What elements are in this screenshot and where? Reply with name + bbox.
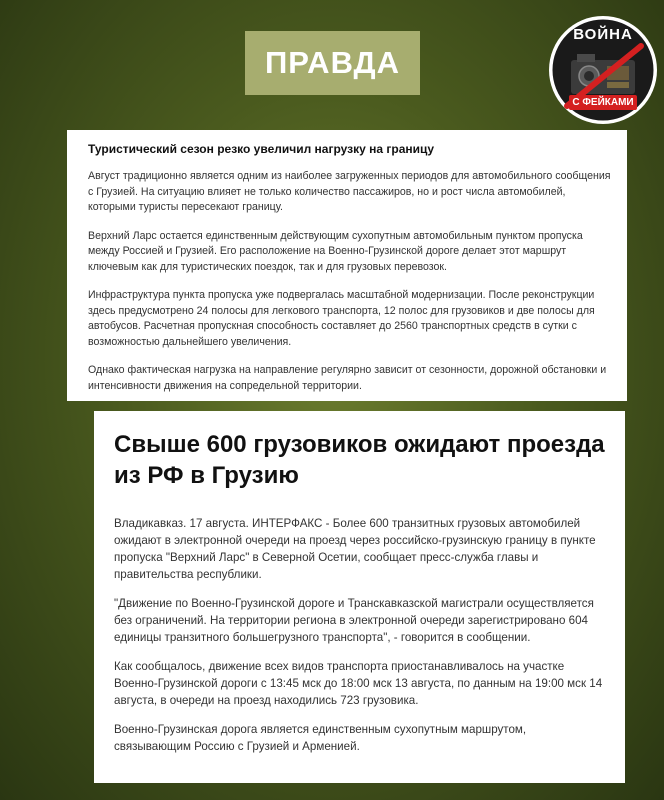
channel-logo	[549, 16, 657, 124]
fact-check-paragraph: Август традиционно является одним из наиболее загруженных периодов для автомобильного сообщения с Грузией. На ситуацию влияет не только количество пассажиров, но и рост числа автомобилей, которыми туристы пересекают границу.	[88, 170, 611, 213]
fact-check-paragraph: Однако фактическая нагрузка на направление регулярно зависит от сезонности, дорожной обстановки и интенсивности движения на сопредельной территории.	[88, 364, 607, 392]
verdict-label: ПРАВДА	[264, 45, 401, 80]
article-paragraph: Военно-Грузинская дорога является единственным сухопутным маршрутом, связывающим Россию с Грузией и Арменией.	[114, 723, 527, 753]
fact-check-paragraph: Верхний Ларс остается единственным действующим сухопутным автомобильным пунктом пропуска между Россией и Грузией. Его расположение на Военно-Грузинской дороге делает этот маршрут ключевым как для туристических поездок, так и для грузовых перевозок.	[88, 229, 583, 273]
article-headline: Свыше 600 грузовиков ожидают проезда из РФ в Грузию	[114, 431, 605, 489]
article-paragraph: Владикавказ. 17 августа. ИНТЕРФАКС - Более 600 транзитных грузовых автомобилей ожидают в электронной очереди на проезд через российско-грузинскую границу в пункте пропуска "Верхний Ларс" в Северной Осетии, сообщает пресс-служба главы и правительства республики.	[114, 517, 596, 581]
article-paragraph: Как сообщалось, движение всех видов транспорта приостанавливалось на участке Военно-Грузинской дороги с 13:45 мск до 18:00 мск 13 августа, по данным на 19:00 мск 14 августа, в очереди на проезд находились 723 грузовика.	[114, 660, 603, 707]
verdict-badge	[245, 31, 420, 95]
fact-check-title: Туристический сезон резко увеличил нагрузку на границу	[88, 142, 435, 156]
logo-bottom-text: С ФЕЙКАМИ	[572, 97, 634, 108]
logo-top-text: ВОЙНА	[573, 26, 633, 43]
fact-check-card	[67, 130, 627, 401]
news-article-card	[94, 411, 625, 783]
fact-check-paragraph: Инфраструктура пункта пропуска уже подвергалась масштабной модернизации. После реконструкции здесь предусмотрено 24 полосы для легкового транспорта, 12 полос для грузовиков и две полосы для автобусов. Расчетная пропускная способность составляет до 2560 транспортных средств в сутки с возможностью дальнейшего увеличения.	[88, 289, 595, 348]
article-paragraph: "Движение по Военно-Грузинской дороге и Транскавказской магистрали осуществляется без ограничений. На территории региона в электронной очереди зарегистрировано 604 единицы транзитного большегрузного транспорта", - говорится в сообщении.	[114, 597, 594, 644]
